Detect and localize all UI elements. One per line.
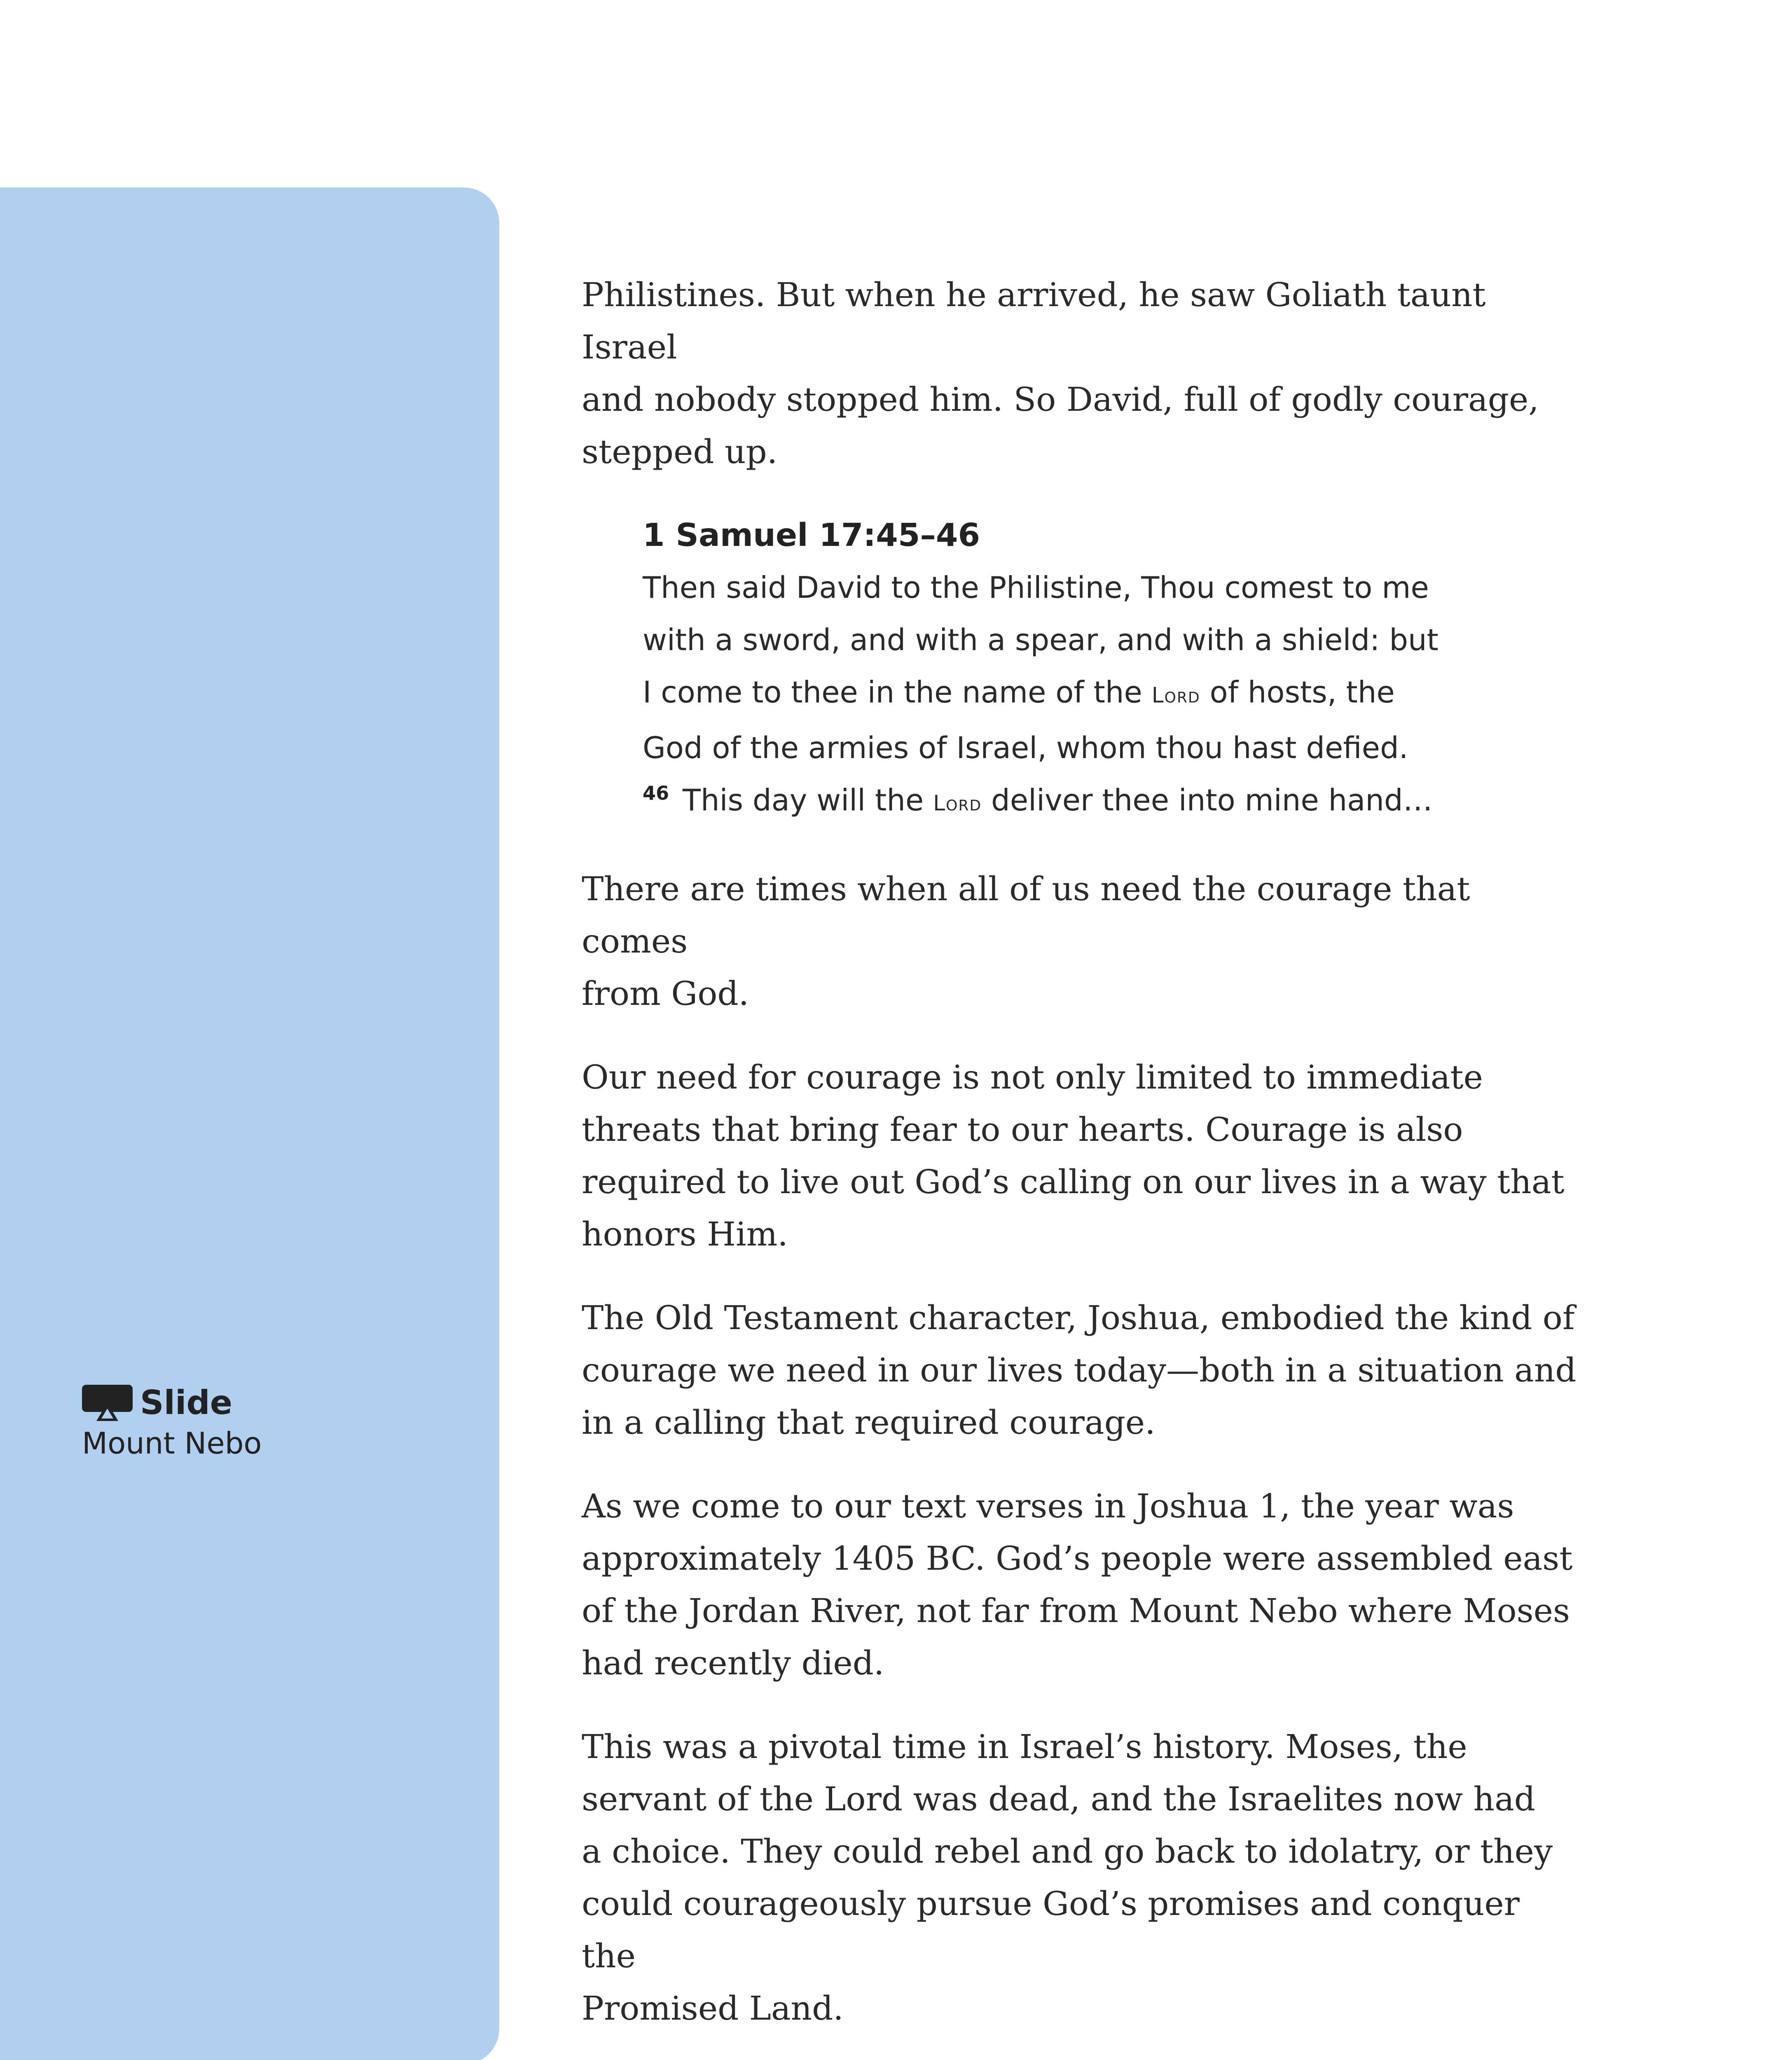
slide-note	[82, 1382, 262, 1464]
body-paragraph: This was a pivotal time in Israel’s history. Moses, the servant of the Lord was dead, and the Israelites now had a choice. They could rebel and go back to idolatry, or they could courageously pursue God’s promises and conquer the Promised Land.	[582, 1728, 1553, 2027]
lord-small-caps: Lord	[933, 791, 982, 816]
projector-screen-icon	[82, 1385, 133, 1421]
scripture-text-part: of hosts, the God of the armies of Israel, whom thou hast defied.	[643, 675, 1408, 765]
body-paragraph: The Old Testament character, Joshua, embodied the kind of courage we need in our lives today—both in a situation and in a calling that required courage.	[582, 1299, 1577, 1442]
scripture-text-part: This day will the	[673, 783, 933, 817]
scripture-reference: 1 Samuel 17:45–46	[643, 517, 980, 554]
scripture-block	[643, 509, 1579, 830]
slide-caption: Mount Nebo	[82, 1426, 262, 1461]
slide-heading	[82, 1382, 262, 1423]
body-paragraph: There are times when all of us need the courage that comes from God.	[582, 870, 1470, 1013]
slide-label: Slide	[140, 1383, 232, 1422]
scripture-text	[643, 562, 1579, 830]
lord-small-caps: Lord	[1151, 683, 1200, 708]
body-paragraph: Our need for courage is not only limited to immediate threats that bring fear to our hearts. Courage is also required to live out God’s calling on our lives in a way that honors Him.	[582, 1058, 1565, 1253]
scripture-text-part: deliver thee into mine hand…	[982, 783, 1433, 817]
verse-number: 46	[643, 782, 669, 804]
scripture-text-part: Then said David to the Philistine, Thou comest to me with a sword, and with a spear, and with a shield: but I come to thee in the name of the	[643, 570, 1439, 709]
sidebar-panel	[0, 187, 499, 2060]
intro-paragraph: Philistines. But when he arrived, he saw Goliath taunt Israel and nobody stopped him. So David, full of godly courage, stepped up.	[582, 276, 1539, 471]
body-paragraph: As we come to our text verses in Joshua 1, the year was approximately 1405 BC. God’s people were assembled east of the Jordan River, not far from Mount Nebo where Moses had recently died.	[582, 1487, 1573, 1682]
main-text-column	[582, 269, 1579, 2060]
